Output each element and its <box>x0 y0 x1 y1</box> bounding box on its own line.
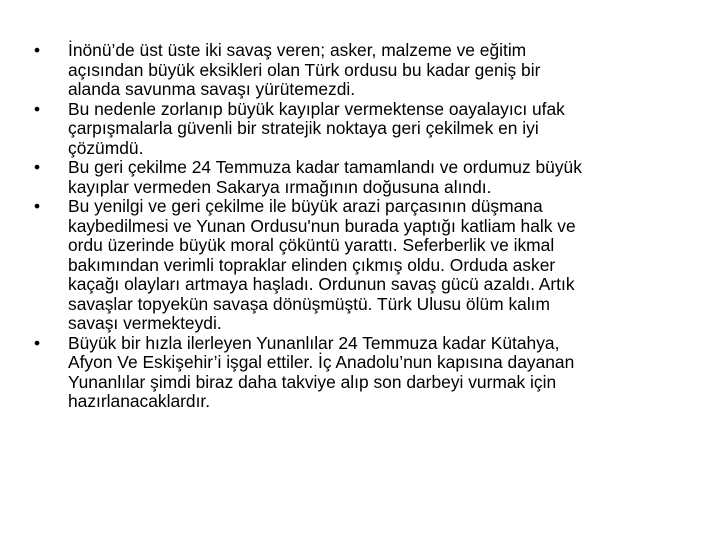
text-line: Bu nedenle zorlanıp büyük kayıplar vermektense oayalayıcı ufak <box>68 98 565 119</box>
bullet-item-1 <box>30 41 670 100</box>
bullet-item-3 <box>30 158 670 197</box>
text-line: kaybedilmesi ve Yunan Ordusu'nun burada yaptığı katliam halk ve <box>68 215 576 236</box>
text-line: kaçağı olayları artmaya haşladı. Ordunun savaş gücü azaldı. Artık <box>68 274 575 294</box>
text-line: İnönü’de üst üste iki savaş veren; asker, malzeme ve eğitim <box>68 40 527 60</box>
text-line: Afyon Ve Eskişehir’i işgal ettiler. İç Anadolu’nun kapısına dayanan <box>68 352 575 372</box>
text-line: ordu üzerinde büyük moral çöküntü yarattı. Seferberlik ve ikmal <box>68 235 555 255</box>
bullet-point-icon: • <box>33 332 41 353</box>
bullet-point-icon: • <box>33 40 41 60</box>
bullet-item-5 <box>30 334 670 412</box>
bullet-text <box>68 41 670 100</box>
text-line: kayıplar vermeden Sakarya ırmağının doğusuna alındı. <box>68 176 492 197</box>
text-line: savaşı vermekteydi. <box>68 313 222 333</box>
text-line: çözümdü. <box>68 137 144 158</box>
bullet-item-4 <box>30 197 670 334</box>
bullet-text <box>68 158 670 197</box>
bullet-list <box>30 41 670 412</box>
text-line: Yunanlılar şimdi biraz daha takviye alıp son darbeyi vurmak için <box>68 371 557 392</box>
text-line: bakımından verimli topraklar elinden çıkmış oldu. Orduda asker <box>68 254 556 275</box>
text-line: çarpışmalarla güvenli bir stratejik noktaya geri çekilmek en iyi <box>68 118 539 138</box>
text-line: Büyük bir hızla ilerleyen Yunanlılar 24 Temmuza kadar Kütahya, <box>68 332 560 353</box>
text-line: Bu geri çekilme 24 Temmuza kadar tamamlandı ve ordumuz büyük <box>68 157 582 177</box>
text-line: hazırlanacaklardır. <box>68 391 211 411</box>
text-line: açısından büyük eksikleri olan Türk ordusu bu kadar geniş bir <box>68 59 541 80</box>
bullet-item-2 <box>30 100 670 159</box>
bullet-point-icon: • <box>33 196 41 216</box>
bullet-point-icon: • <box>33 157 41 177</box>
text-line: savaşlar topyekün savaşa dönüşmüştü. Türk Ulusu ölüm kalım <box>68 293 551 314</box>
bullet-text <box>68 334 670 412</box>
bullet-text <box>68 100 670 159</box>
text-line: Bu yenilgi ve geri çekilme ile büyük arazi parçasının düşmana <box>68 196 543 216</box>
bullet-point-icon: • <box>33 98 41 119</box>
text-line: alanda savunma savaşı yürütemezdi. <box>68 79 356 99</box>
bullet-text <box>68 197 670 334</box>
